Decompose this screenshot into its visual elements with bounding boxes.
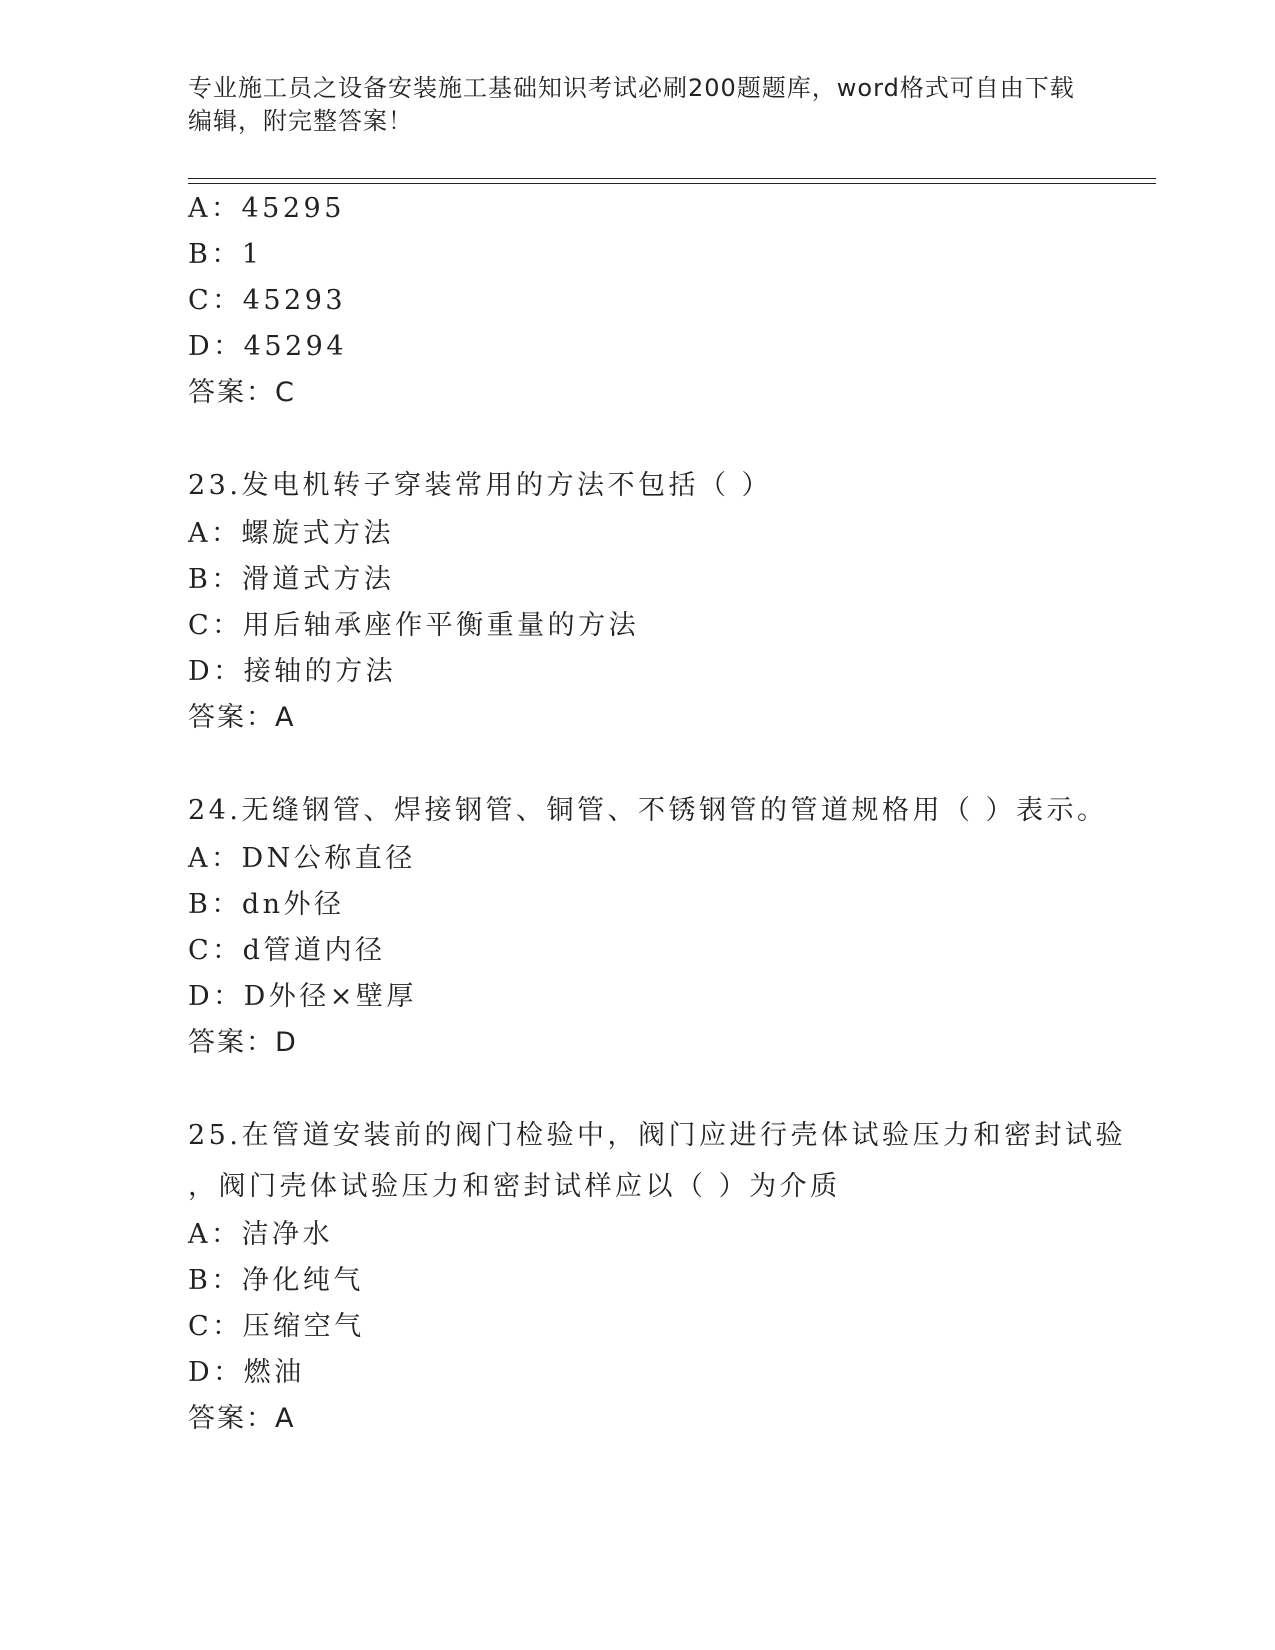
option-a: A：洁净水 [188,1219,333,1250]
header-divider-bottom [188,183,1156,184]
option-b: B：净化纯气 [188,1265,364,1296]
spacer [188,416,1148,460]
document-header [188,72,1088,138]
question-stem: 23.发电机转子穿装常用的方法不包括（ ） [188,470,773,501]
answer-line: 答案：A [188,1403,296,1434]
option-c: C：45293 [188,285,347,316]
option-d: D：燃油 [188,1357,305,1388]
option-d: D：D外径×壁厚 [188,981,417,1012]
answer-line: 答案：A [188,702,296,733]
option-b: B：滑道式方法 [188,564,395,595]
option-c: C：压缩空气 [188,1311,365,1342]
question-stem: 24.无缝钢管、焊接钢管、铜管、不锈钢管的管道规格用（ ）表示。 [188,795,1108,826]
question-list [188,186,1148,1442]
answer-line: 答案：C [188,377,296,408]
question-block-23 [188,460,1148,741]
spacer [188,741,1148,785]
option-b: B：1 [188,239,263,270]
option-c: C：用后轴承座作平衡重量的方法 [188,610,640,641]
option-a: A：DN公称直径 [188,843,416,874]
option-c: C：d管道内径 [188,935,386,966]
question-block-24 [188,785,1148,1066]
question-stem: 25.在管道安装前的阀门检验中，阀门应进行壳体试验压力和密封试验 [188,1120,1126,1151]
option-b: B：dn外径 [188,889,345,920]
option-d: D：45294 [188,331,348,362]
answer-line: 答案：D [188,1027,298,1058]
header-line-1: 专业施工员之设备安装施工基础知识考试必刷200题题库，word格式可自由下载 [188,74,1075,102]
question-stem-continued: ，阀门壳体试验压力和密封试样应以（ ）为介质 [188,1171,841,1202]
option-a: A：螺旋式方法 [188,518,394,549]
question-block-partial [188,186,1148,416]
header-divider-top [188,178,1156,179]
spacer [188,1066,1148,1110]
option-a: A：45295 [188,193,345,224]
option-d: D：接轴的方法 [188,656,397,687]
question-block-25 [188,1110,1148,1442]
header-line-2: 编辑，附完整答案！ [188,107,413,135]
